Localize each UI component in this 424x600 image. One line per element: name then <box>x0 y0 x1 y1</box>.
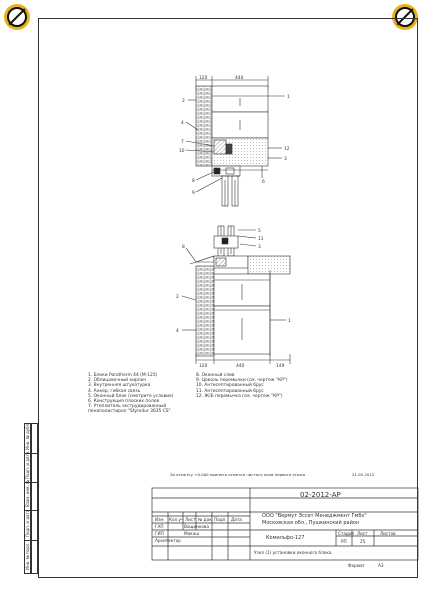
callout-bot-3: 3 <box>258 245 261 250</box>
zero-level-note: За отметку +0.000 принята отметка чистого пола первого этажа <box>170 472 306 477</box>
sheet-number: 25 <box>360 539 366 544</box>
tb-header-date: Дата <box>231 517 242 522</box>
tb-header-izm: Изм <box>155 517 164 522</box>
name-gap: Вощинкова <box>184 524 209 529</box>
callout-bot-11: 11 <box>258 237 264 242</box>
legend-item: 8. Оконный слив <box>196 373 235 378</box>
callout-bot-1: 1 <box>288 319 291 324</box>
sheet-header: Лист <box>357 531 368 536</box>
stage-header: Стадия <box>338 531 355 536</box>
dim-top-b: 440 <box>235 76 244 81</box>
format-label: Формат <box>348 563 365 568</box>
side-label-5: Инв. № дубл. <box>25 422 30 450</box>
project-name: Комильфо-127 <box>266 535 305 541</box>
legend-item: 10. Антисептированный брус <box>196 383 264 389</box>
legend-item: 1. Блоки Porotherm 44 (М-125) <box>88 373 158 378</box>
dim-bot-a: 120 <box>199 364 208 369</box>
note-date: 21.05.2012 <box>352 472 375 477</box>
tb-header-doc: № док. <box>198 517 214 522</box>
callout-top-4: 4 <box>181 121 184 126</box>
legend-item: 6. Конструкция плоских полов <box>88 399 160 405</box>
callout-bot-8: 8 <box>182 245 185 250</box>
side-label-4: Подп. и дата <box>25 451 30 479</box>
callout-top-9: 9 <box>192 191 195 196</box>
dim-bot-c: 149 <box>276 364 285 369</box>
callout-bot-2: 2 <box>176 295 179 300</box>
side-label-3: Взам. инв. № <box>25 479 30 507</box>
callout-top-2: 2 <box>182 99 185 104</box>
dim-bot-b: 440 <box>236 364 245 369</box>
callout-bot-4: 4 <box>176 329 179 334</box>
role-architect: Архитектор <box>155 538 181 543</box>
callout-top-8: 8 <box>192 179 195 184</box>
legend-item: 11. Антисептированный брус <box>196 388 264 394</box>
format-value: А3 <box>378 563 384 568</box>
legend-item: 12. Ж/Б перемычка (см. чертеж "КР") <box>196 393 283 399</box>
drawing-title: Узел (1) установки оконного блока <box>254 550 332 555</box>
sheets-header: Листов <box>380 531 396 536</box>
callout-top-3: 3 <box>284 157 287 162</box>
name-gip: Макаш <box>184 531 200 536</box>
stage-value: РП <box>341 539 347 544</box>
legend-item: 4. Анкер, гибкая связь <box>88 388 141 394</box>
role-gap: ГАП <box>155 524 164 529</box>
callout-top-6: 6 <box>262 180 265 185</box>
company-line-2: Московская обл., Пушкинский район <box>262 520 360 526</box>
legend-item: 7. Утеплитель экструдированный пенополистирол "Styrodur 3035 CS" <box>88 404 171 415</box>
side-label-1: Инв. № подл. <box>25 542 30 570</box>
company-line-1: ООО "Вермут Эссет Менеджмент Гмбх" <box>262 513 367 519</box>
side-label-2: Подп. и дата <box>25 509 30 537</box>
tb-header-list: Лист <box>185 517 196 522</box>
callout-top-1: 1 <box>287 95 290 100</box>
dim-top-a: 120 <box>199 76 208 81</box>
legend-item: 3. Внутренняя штукатурка <box>88 383 151 389</box>
role-gip: ГИП <box>155 531 164 536</box>
legend-item: 2. Облицовочный кирпич <box>88 378 147 384</box>
callout-top-10: 10 <box>179 149 185 154</box>
sheet-code: 02-2012-АР <box>300 491 341 499</box>
callout-bot-5: 5 <box>258 229 261 234</box>
legend-item: 9. Цоколь перемычки (см. чертеж "КР") <box>196 378 288 384</box>
legend-item: 5. Оконный блок (смотрите условие) <box>88 393 174 399</box>
tb-header-sign: Подп. <box>214 517 227 522</box>
callout-top-12: 12 <box>284 147 290 152</box>
callout-top-7: 7 <box>181 140 184 145</box>
tb-header-koluch: Кол.уч <box>169 517 184 522</box>
